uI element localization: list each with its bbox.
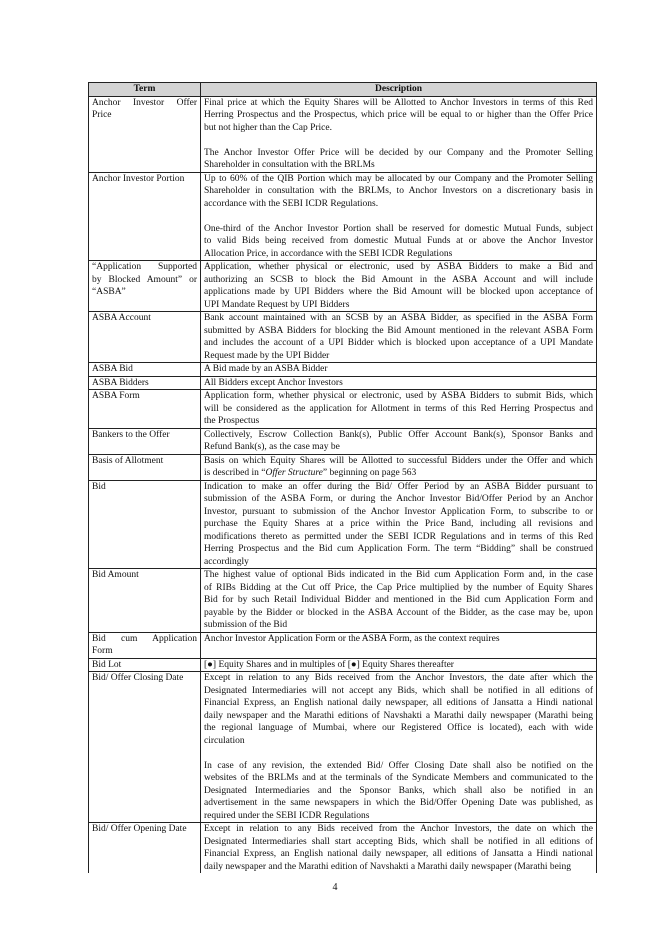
description-cell	[201, 672, 597, 823]
description-line: submission of the ASBA Form, or during the Anchor Investor Bid/Offer Period by an Anchor	[204, 494, 593, 504]
term-cell	[89, 312, 201, 363]
term-line: Form	[92, 646, 113, 656]
term-line: ASBA Account	[92, 313, 151, 323]
paragraph-gap	[204, 747, 593, 760]
description-paragraph	[204, 97, 593, 135]
description-cell	[201, 823, 597, 874]
description-cell	[201, 480, 597, 569]
description-line: to valid Bids being received from domestic Mutual Funds at or above the Anchor Investor	[204, 236, 593, 246]
description-paragraph	[204, 312, 593, 362]
term-cell	[89, 823, 201, 874]
description-paragraph	[204, 390, 593, 428]
description-line: daily newspaper and the Marathi edition of Navshakti a Marathi daily newspaper (Marathi being	[204, 861, 571, 872]
description-line: UPI Mandate Request by UPI Bidders	[204, 299, 350, 310]
description-line: Designated Intermediaries shall start accepting Bids, which shall be notified in all editions of	[204, 836, 593, 847]
description-line: of RIBs Bidding at the Cut off Price, the Cap Price multiplied by the number of Equity Shares	[204, 582, 593, 593]
description-line: authorizing an SCSB to block the Bid Amount in the ASBA Account and will include	[204, 274, 593, 285]
term-line: ASBA Bidders	[92, 377, 149, 388]
definitions-table	[88, 82, 597, 873]
header-description: Description	[201, 83, 597, 97]
term-cell	[89, 672, 201, 823]
description-paragraph	[204, 569, 593, 632]
description-line: Investor, pursuant to submission of the Anchor Investor Application Form, to subscribe to or	[204, 506, 593, 517]
paragraph-gap	[204, 210, 593, 223]
table-row	[89, 376, 597, 390]
italic-reference: Offer Structure	[265, 468, 323, 478]
description-cell	[201, 658, 597, 672]
description-paragraph	[204, 261, 593, 311]
term-cell	[89, 172, 201, 261]
description-line: Herring Prospectus and the Prospectus, which price will be equal to or higher than the Offer Price	[204, 110, 593, 120]
description-line: Except in relation to any Bids received from the Anchor Investors, the date on which the	[204, 824, 593, 834]
term-cell	[89, 363, 201, 377]
description-line: daily newspaper and the Marathi editions of Navshakti a Marathi daily newspaper (Marathi being	[204, 710, 593, 721]
description-line: the Prospectus	[204, 416, 260, 426]
table-row	[89, 672, 597, 823]
term-line: by Blocked Amount” or	[92, 274, 197, 285]
description-paragraph	[204, 223, 593, 261]
description-line: All Bidders except Anchor Investors	[204, 377, 343, 388]
table-header-row	[89, 83, 597, 97]
description-line: Shareholder in consultation with the BRLMs, to Anchor Investors on a discretionary basis in	[204, 186, 593, 196]
description-paragraph	[204, 760, 593, 823]
description-line: In case of any revision, the extended Bid/ Offer Closing Date shall also be notified on the	[204, 760, 593, 771]
description-paragraph	[204, 363, 593, 376]
description-cell	[201, 363, 597, 377]
table-row	[89, 312, 597, 363]
description-paragraph	[204, 173, 593, 211]
term-line: Basis of Allotment	[92, 455, 164, 466]
term-line: Bid Amount	[92, 570, 139, 580]
description-line: payable by the Bidder or blocked in the ASBA Account of the Bidder, as the case may be, upon	[204, 607, 593, 618]
description-line: is described in “Offer Structure” beginning on page 563	[204, 468, 417, 478]
description-cell	[201, 261, 597, 312]
table-row	[89, 658, 597, 672]
term-line: ASBA Form	[92, 391, 140, 401]
description-cell	[201, 569, 597, 633]
description-paragraph	[204, 633, 593, 646]
description-line: the regional language of Mumbai, where our Registered Office is located), each with wide	[204, 723, 593, 733]
term-line: Bankers to the Offer	[92, 429, 170, 440]
header-term: Term	[89, 83, 201, 97]
table-row	[89, 823, 597, 874]
term-cell	[89, 658, 201, 672]
term-line: Bid Lot	[92, 659, 122, 670]
description-line: Final price at which the Equity Shares will be Allotted to Anchor Investors in terms of this Red	[204, 97, 593, 108]
term-line: Anchor Investor Offer	[92, 97, 197, 108]
term-line: Anchor Investor Portion	[92, 173, 185, 184]
term-line: Bid	[92, 481, 106, 492]
description-line: and includes the account of a UPI Bidder which is blocked upon acceptance of a UPI Mandate	[204, 338, 593, 348]
description-paragraph	[204, 823, 593, 873]
description-line: Bid for by such Retail Individual Bidder and mentioned in the Bid cum Application Form and	[204, 595, 593, 605]
description-line: submission of the Bid	[204, 620, 288, 630]
table-row	[89, 96, 597, 172]
description-line: Designated Intermediaries and the Sponsor Banks, which shall also be notified in an	[204, 785, 593, 796]
table-row	[89, 480, 597, 569]
term-cell	[89, 569, 201, 633]
description-line: Bank account maintained with an SCSB by an ASBA Bidder, as specified in the ASBA Form	[204, 313, 593, 323]
description-paragraph	[204, 377, 593, 390]
description-cell	[201, 632, 597, 658]
description-line: Collectively, Escrow Collection Bank(s), Public Offer Account Bank(s), Sponsor Banks and	[204, 429, 593, 440]
table-row	[89, 363, 597, 377]
term-line: ASBA Bid	[92, 364, 133, 374]
term-line: “ASBA”	[92, 287, 126, 297]
term-cell	[89, 390, 201, 429]
description-line: Allocation Price, in accordance with the SEBI ICDR Regulations	[204, 248, 453, 259]
term-line: Bid cum Application	[92, 633, 197, 644]
term-line: Price	[92, 110, 112, 120]
description-paragraph	[204, 659, 593, 672]
description-line: Anchor Investor Application Form or the ASBA Form, as the context requires	[204, 633, 500, 644]
paragraph-gap	[204, 134, 593, 147]
description-line: accordance with the SEBI ICDR Regulations.	[204, 198, 379, 209]
description-line: Designated Intermediaries will not accept any Bids, which shall be notified in all editions of	[204, 685, 593, 696]
description-line: but not higher than the Cap Price.	[204, 122, 332, 133]
term-cell	[89, 428, 201, 454]
description-line: Up to 60% of the QIB Portion which may be allocated by our Company and the Promoter Selling	[204, 173, 593, 184]
description-line: Application, whether physical or electronic, used by ASBA Bidders to make a Bid and	[204, 262, 593, 272]
description-paragraph	[204, 481, 593, 569]
description-line: The highest value of optional Bids indicated in the Bid cum Application Form and, in the case	[204, 570, 593, 580]
description-line: Request made by the UPI Bidder	[204, 350, 330, 361]
description-cell	[201, 96, 597, 172]
description-line: will be considered as the application for Allotment in terms of this Red Herring Prospectus and	[204, 403, 593, 414]
term-cell	[89, 376, 201, 390]
description-line: One-third of the Anchor Investor Portion shall be reserved for domestic Mutual Funds, subject	[204, 223, 593, 234]
term-cell	[89, 96, 201, 172]
table-row	[89, 261, 597, 312]
description-cell	[201, 376, 597, 390]
term-cell	[89, 632, 201, 658]
description-cell	[201, 172, 597, 261]
description-line: modifications thereto as permitted under the SEBI ICDR Regulations and in terms of this Red	[204, 531, 593, 542]
description-line: Financial Express, an English national daily newspaper, all editions of Jansatta a Hindi national	[204, 849, 593, 859]
term-cell	[89, 261, 201, 312]
table-row	[89, 172, 597, 261]
description-line: Application form, whether physical or electronic, used by ASBA Bidders to submit Bids, which	[204, 391, 593, 401]
description-line: websites of the BRLMs and at the terminals of the Syndicate Members and communicated to the	[204, 773, 593, 783]
description-paragraph	[204, 672, 593, 747]
description-line: accordingly	[204, 556, 249, 567]
description-line: [●] Equity Shares and in multiples of [●] Equity Shares thereafter	[204, 659, 454, 670]
term-cell	[89, 454, 201, 480]
description-line: Shareholder in consultation with the BRLMs	[204, 160, 375, 170]
description-line: purchase the Equity Shares at a price within the Price Band, including all revisions and	[204, 519, 593, 529]
description-line: submitted by ASBA Bidders for blocking the Bid Amount mentioned in the relevant ASBA Form	[204, 325, 593, 336]
description-line: Indication to make an offer during the Bid/ Offer Period by an ASBA Bidder pursuant to	[204, 481, 593, 492]
description-cell	[201, 390, 597, 429]
page-number: 4	[332, 882, 338, 893]
term-line: Bid/ Offer Opening Date	[92, 824, 187, 834]
description-line: Basis on which Equity Shares will be Allotted to successful Bidders under the Offer and which	[204, 455, 593, 466]
description-line: The Anchor Investor Offer Price will be decided by our Company and the Promoter Selling	[204, 147, 593, 158]
description-cell	[201, 312, 597, 363]
table-row	[89, 428, 597, 454]
description-paragraph	[204, 455, 593, 480]
table-row	[89, 454, 597, 480]
term-cell	[89, 480, 201, 569]
term-line: Bid/ Offer Closing Date	[92, 673, 184, 683]
description-line: required under the SEBI ICDR Regulations	[204, 810, 370, 821]
description-line: circulation	[204, 735, 245, 746]
table-row	[89, 569, 597, 633]
description-line: advertisement in the same newspapers in which the Bid/Offer Opening Date was published, as	[204, 798, 593, 808]
description-line: Refund Bank(s), as the case may be	[204, 442, 340, 452]
description-cell	[201, 454, 597, 480]
description-line: Except in relation to any Bids received from the Anchor Investors, the date after which the	[204, 673, 593, 683]
table-row	[89, 390, 597, 429]
description-line: applications made by UPI Bidders where the Bid Amount will be blocked upon acceptance of	[204, 287, 593, 297]
description-paragraph	[204, 147, 593, 172]
table-row	[89, 632, 597, 658]
description-line: A Bid made by an ASBA Bidder	[204, 364, 328, 374]
description-line: Financial Express, an English national daily newspaper, all editions of Jansatta a Hindi national	[204, 698, 593, 708]
term-line: “Application Supported	[92, 262, 197, 272]
description-paragraph	[204, 429, 593, 454]
description-cell	[201, 428, 597, 454]
description-line: Herring Prospectus and the Bid cum Application Form. The term “Bidding” shall be construed	[204, 544, 593, 554]
